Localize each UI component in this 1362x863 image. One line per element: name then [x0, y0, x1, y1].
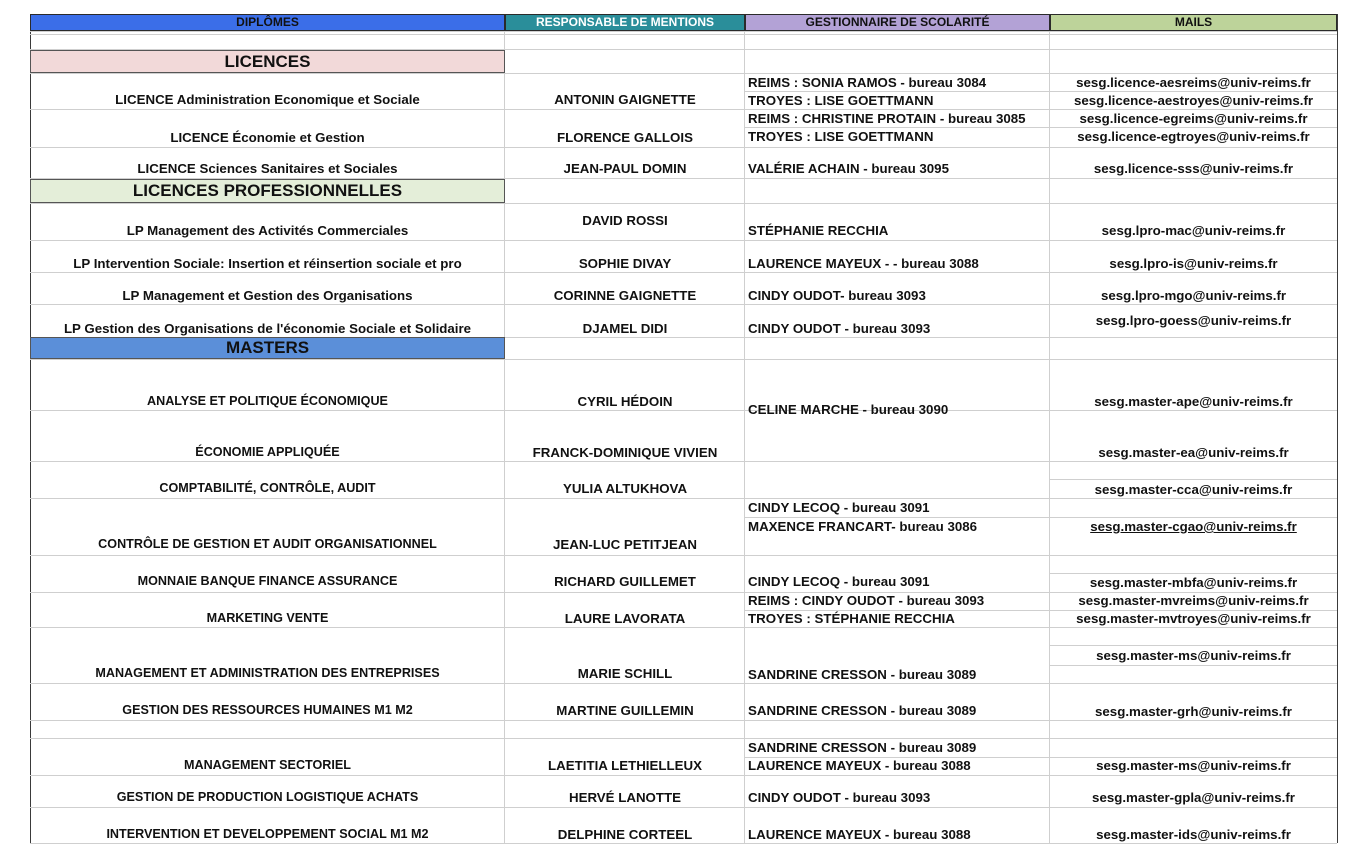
mail-address: sesg.lpro-goess@univ-reims.fr	[1095, 313, 1292, 328]
mail-address: sesg.master-ids@univ-reims.fr	[1096, 827, 1291, 842]
diplome-name: LICENCE Économie et Gestion	[170, 130, 365, 145]
responsable-name: DELPHINE CORTEEL	[557, 827, 693, 842]
gestionnaire-name: REIMS : CINDY OUDOT - bureau 3093	[748, 593, 985, 608]
responsable-name: YULIA ALTUKHOVA	[562, 481, 688, 496]
gestionnaire-name: LAURENCE MAYEUX - - bureau 3088	[748, 256, 979, 271]
gestionnaire-name: SANDRINE CRESSON - bureau 3089	[748, 740, 977, 755]
diplome-name: GESTION DES RESSOURCES HUMAINES M1 M2	[122, 703, 413, 717]
section-licences: LICENCES	[30, 50, 505, 73]
row-line	[1050, 665, 1337, 666]
diplome-name: GESTION DE PRODUCTION LOGISTIQUE ACHATS	[116, 790, 419, 804]
gestionnaire-name: CINDY OUDOT- bureau 3093	[748, 288, 926, 303]
responsable-name: CYRIL HÉDOIN	[577, 394, 673, 409]
responsable-name: MARIE SCHILL	[577, 666, 673, 681]
diplome-name: MONNAIE BANQUE FINANCE ASSURANCE	[137, 574, 398, 588]
responsable-name: HERVÉ LANOTTE	[568, 790, 682, 805]
responsable-name: JEAN-PAUL DOMIN	[563, 161, 687, 176]
row-line	[30, 683, 1337, 684]
row-line	[30, 461, 1337, 462]
section-licences-professionnelles: LICENCES PROFESSIONNELLES	[30, 179, 505, 203]
diplome-name: INTERVENTION ET DEVELOPPEMENT SOCIAL M1 M2	[106, 827, 429, 841]
section-masters: MASTERS	[30, 337, 505, 359]
gestionnaire-name: LAURENCE MAYEUX - bureau 3088	[748, 758, 971, 773]
responsable-name: DJAMEL DIDI	[582, 321, 668, 336]
responsable-name: LAURE LAVORATA	[564, 611, 686, 626]
gestionnaire-name: SANDRINE CRESSON - bureau 3089	[748, 703, 977, 718]
row-line	[30, 272, 1337, 273]
gestionnaire-name: REIMS : CHRISTINE PROTAIN - bureau 3085	[748, 111, 1026, 126]
mail-address: sesg.licence-egtroyes@univ-reims.fr	[1077, 129, 1310, 144]
mail-address: sesg.master-grh@univ-reims.fr	[1095, 704, 1292, 719]
row-line	[30, 807, 1337, 808]
col-border-right	[1337, 14, 1338, 843]
mail-address: sesg.lpro-is@univ-reims.fr	[1109, 256, 1278, 271]
responsable-name: ANTONIN GAIGNETTE	[554, 92, 696, 107]
diplome-name: LP Gestion des Organisations de l'économie Sociale et Solidaire	[63, 321, 472, 336]
mail-address: sesg.master-mvtroyes@univ-reims.fr	[1076, 611, 1311, 626]
row-line	[745, 461, 1050, 462]
row-line	[30, 720, 1337, 721]
gestionnaire-name: STÉPHANIE RECCHIA	[748, 223, 889, 238]
diplome-name: MARKETING VENTE	[206, 611, 329, 625]
row-line	[30, 555, 1337, 556]
diplome-name: COMPTABILITÉ, CONTRÔLE, AUDIT	[159, 481, 376, 495]
column-header-diplomes: DIPLÔMES	[30, 14, 505, 31]
row-line	[1050, 479, 1337, 480]
diplome-name: LICENCE Administration Economique et Sociale	[115, 92, 420, 107]
gestionnaire-name: LAURENCE MAYEUX - bureau 3088	[748, 827, 971, 842]
responsable-name: FRANCK-DOMINIQUE VIVIEN	[532, 445, 718, 460]
mail-address: sesg.licence-aestroyes@univ-reims.fr	[1073, 93, 1314, 108]
responsable-name: CORINNE GAIGNETTE	[553, 288, 697, 303]
column-header-responsable: RESPONSABLE DE MENTIONS	[505, 14, 745, 31]
mail-address: sesg.master-gpla@univ-reims.fr	[1092, 790, 1295, 805]
mail-address: sesg.master-cca@univ-reims.fr	[1094, 482, 1293, 497]
responsable-name: MARTINE GUILLEMIN	[556, 703, 694, 718]
gestionnaire-name: CINDY OUDOT - bureau 3093	[748, 790, 931, 805]
diplome-name: ANALYSE ET POLITIQUE ÉCONOMIQUE	[147, 394, 388, 408]
responsable-name: FLORENCE GALLOIS	[557, 130, 693, 145]
row-line	[30, 240, 1337, 241]
gestionnaire-name: MAXENCE FRANCART- bureau 3086	[748, 519, 978, 534]
diplome-name: LP Management et Gestion des Organisations	[122, 288, 413, 303]
diplome-name: CONTRÔLE DE GESTION ET AUDIT ORGANISATIONNEL	[98, 537, 437, 551]
gestionnaire-name-merged: CELINE MARCHE - bureau 3090	[748, 402, 949, 417]
diplome-name: LICENCE Sciences Sanitaires et Sociales	[137, 161, 398, 176]
responsable-name: DAVID ROSSI	[582, 213, 668, 228]
gestionnaire-name: CINDY LECOQ - bureau 3091	[748, 574, 930, 589]
responsable-name: RICHARD GUILLEMET	[554, 574, 696, 589]
gestionnaire-name: TROYES : LISE GOETTMANN	[748, 93, 934, 108]
row-line	[30, 738, 1337, 739]
mail-address: sesg.licence-aesreims@univ-reims.fr	[1076, 75, 1311, 90]
mail-address: sesg.master-cgao@univ-reims.fr	[1090, 519, 1297, 534]
gestionnaire-name: SANDRINE CRESSON - bureau 3089	[748, 667, 977, 682]
row-line	[30, 147, 1337, 148]
row-line	[30, 843, 1337, 844]
responsable-name: JEAN-LUC PETITJEAN	[552, 537, 698, 552]
mail-address: sesg.master-ape@univ-reims.fr	[1094, 394, 1293, 409]
row-line	[30, 31, 1337, 32]
gestionnaire-name: VALÉRIE ACHAIN - bureau 3095	[748, 161, 949, 176]
mail-address: sesg.master-mvreims@univ-reims.fr	[1078, 593, 1309, 608]
row-line	[30, 359, 1337, 360]
row-line	[30, 203, 1337, 204]
row-line	[30, 304, 1337, 305]
gestionnaire-name: CINDY OUDOT - bureau 3093	[748, 321, 931, 336]
mail-address: sesg.licence-sss@univ-reims.fr	[1093, 161, 1294, 176]
row-line	[30, 627, 1337, 628]
mail-address: sesg.master-ms@univ-reims.fr	[1096, 648, 1291, 663]
column-header-gestionnaire: GESTIONNAIRE DE SCOLARITÉ	[745, 14, 1050, 31]
responsable-name: SOPHIE DIVAY	[578, 256, 672, 271]
gestionnaire-name: TROYES : STÉPHANIE RECCHIA	[748, 611, 955, 626]
mail-address: sesg.licence-egreims@univ-reims.fr	[1079, 111, 1308, 126]
diplome-name: MANAGEMENT ET ADMINISTRATION DES ENTREPRISES	[95, 666, 440, 680]
mail-address: sesg.master-mbfa@univ-reims.fr	[1089, 575, 1298, 590]
gestionnaire-name: CINDY LECOQ - bureau 3091	[748, 500, 930, 515]
gestionnaire-name: TROYES : LISE GOETTMANN	[748, 129, 934, 144]
column-header-mails: MAILS	[1050, 14, 1337, 31]
mail-address: sesg.master-ea@univ-reims.fr	[1098, 445, 1289, 460]
responsable-name: LAETITIA LETHIELLEUX	[548, 758, 702, 773]
diplome-name: MANAGEMENT SECTORIEL	[184, 758, 351, 772]
row-line	[1050, 645, 1337, 646]
mail-address: sesg.lpro-mgo@univ-reims.fr	[1100, 288, 1287, 303]
row-line	[30, 498, 1337, 499]
row-line	[30, 34, 1337, 35]
mail-address: sesg.master-ms@univ-reims.fr	[1096, 758, 1291, 773]
row-line	[30, 775, 1337, 776]
row-line	[30, 410, 1337, 411]
diplome-name: LP Intervention Sociale: Insertion et réinsertion sociale et pro	[73, 256, 462, 271]
diplome-name: ÉCONOMIE APPLIQUÉE	[195, 445, 340, 459]
gestionnaire-name: REIMS : SONIA RAMOS - bureau 3084	[748, 75, 987, 90]
mail-address: sesg.lpro-mac@univ-reims.fr	[1101, 223, 1286, 238]
diplome-name: LP Management des Activités Commerciales	[126, 223, 409, 238]
